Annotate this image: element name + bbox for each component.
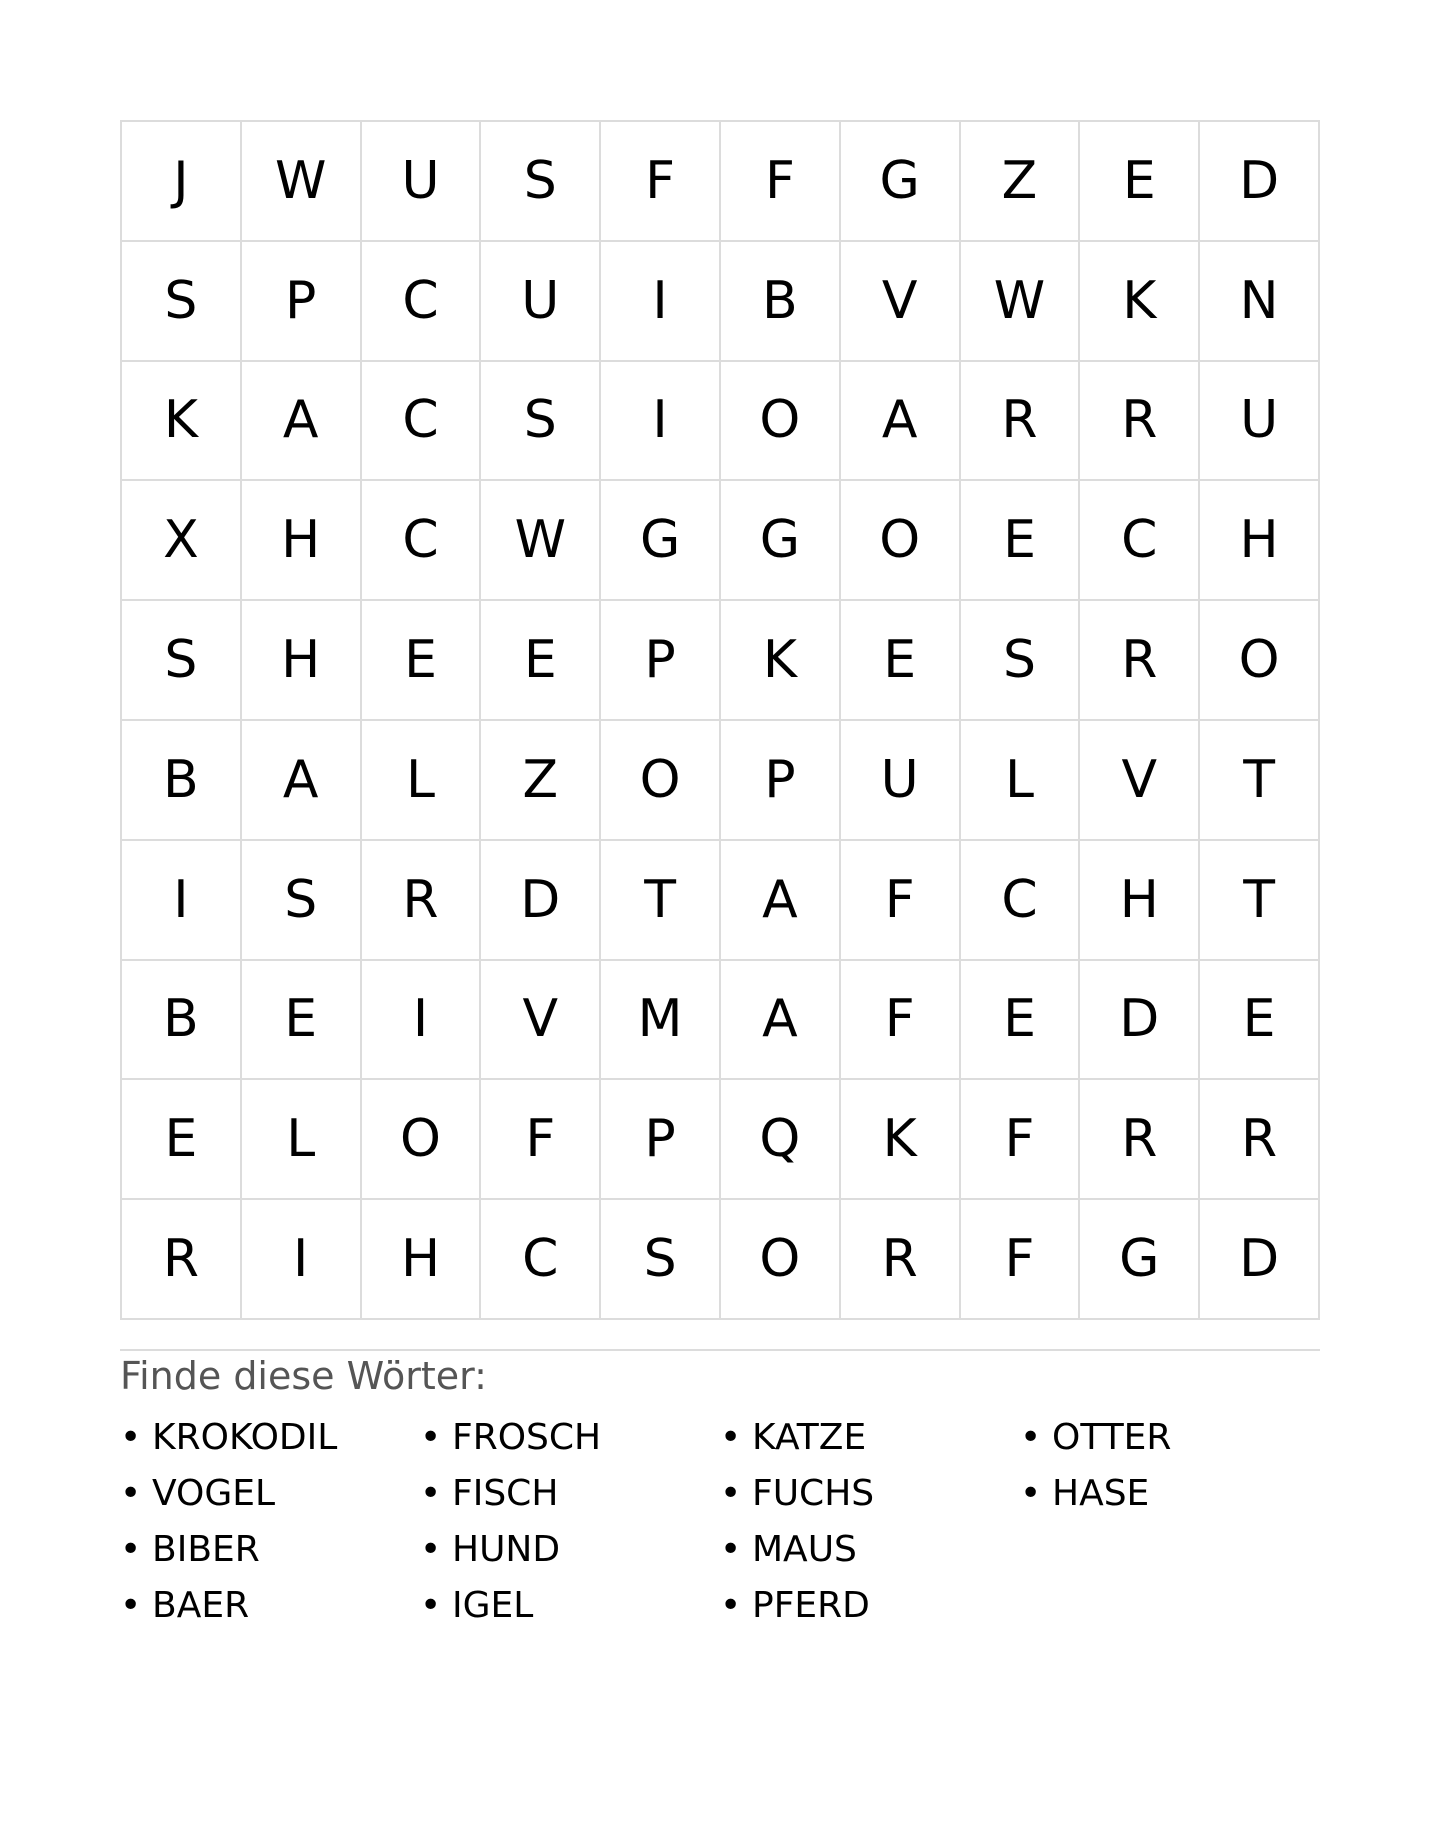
grid-cell[interactable]: C xyxy=(961,841,1081,961)
grid-cell[interactable]: E xyxy=(841,601,961,721)
bullet-icon: • xyxy=(420,1585,442,1626)
grid-cell[interactable]: E xyxy=(481,601,601,721)
grid-cell[interactable]: E xyxy=(362,601,482,721)
word-label: KROKODIL xyxy=(152,1417,338,1458)
grid-cell[interactable]: O xyxy=(601,721,721,841)
word-list-item xyxy=(120,1578,420,1634)
grid-cell[interactable]: A xyxy=(721,841,841,961)
grid-cell[interactable]: D xyxy=(1200,1200,1320,1320)
grid-cell[interactable]: F xyxy=(601,122,721,242)
bullet-icon: • xyxy=(720,1529,742,1570)
grid-cell[interactable]: K xyxy=(1080,242,1200,362)
grid-cell[interactable]: R xyxy=(1080,1080,1200,1200)
word-label: MAUS xyxy=(752,1529,857,1570)
grid-cell[interactable]: C xyxy=(362,242,482,362)
grid-cell[interactable]: G xyxy=(841,122,961,242)
grid-cell[interactable]: K xyxy=(841,1080,961,1200)
grid-cell[interactable]: S xyxy=(122,601,242,721)
grid-cell[interactable]: W xyxy=(481,481,601,601)
bullet-icon: • xyxy=(120,1473,142,1514)
word-label: VOGEL xyxy=(152,1473,276,1514)
grid-cell[interactable]: W xyxy=(961,242,1081,362)
grid-cell[interactable]: Z xyxy=(481,721,601,841)
grid-cell[interactable]: A xyxy=(242,362,362,482)
grid-cell[interactable]: T xyxy=(1200,721,1320,841)
grid-cell[interactable]: Q xyxy=(721,1080,841,1200)
grid-cell[interactable]: I xyxy=(242,1200,362,1320)
grid-cell[interactable]: K xyxy=(122,362,242,482)
word-list xyxy=(120,1410,1320,1634)
grid-cell[interactable]: H xyxy=(242,481,362,601)
grid-cell[interactable]: P xyxy=(721,721,841,841)
grid-cell[interactable]: L xyxy=(362,721,482,841)
grid-cell[interactable]: S xyxy=(601,1200,721,1320)
grid-cell[interactable]: C xyxy=(1080,481,1200,601)
grid-cell[interactable]: H xyxy=(362,1200,482,1320)
grid-cell[interactable]: F xyxy=(721,122,841,242)
grid-cell[interactable]: F xyxy=(481,1080,601,1200)
grid-cell[interactable]: R xyxy=(1080,362,1200,482)
grid-cell[interactable]: V xyxy=(1080,721,1200,841)
grid-cell[interactable]: H xyxy=(1200,481,1320,601)
grid-cell[interactable]: S xyxy=(481,122,601,242)
word-list-item xyxy=(1020,1410,1320,1466)
grid-cell[interactable]: D xyxy=(481,841,601,961)
grid-cell[interactable]: F xyxy=(841,841,961,961)
grid-cell[interactable]: P xyxy=(601,1080,721,1200)
divider xyxy=(120,1349,1320,1351)
grid-cell[interactable]: O xyxy=(1200,601,1320,721)
grid-cell[interactable]: E xyxy=(1200,961,1320,1081)
word-label: PFERD xyxy=(752,1585,870,1626)
word-list-item xyxy=(720,1578,1020,1634)
word-label: BAER xyxy=(152,1585,250,1626)
bullet-icon: • xyxy=(420,1473,442,1514)
grid-cell[interactable]: C xyxy=(362,362,482,482)
grid-cell[interactable]: P xyxy=(601,601,721,721)
bullet-icon: • xyxy=(420,1417,442,1458)
grid-cell[interactable]: A xyxy=(841,362,961,482)
word-list-item xyxy=(420,1578,720,1634)
grid-cell[interactable]: C xyxy=(362,481,482,601)
grid-cell[interactable]: H xyxy=(1080,841,1200,961)
grid-cell[interactable]: F xyxy=(961,1080,1081,1200)
grid-cell[interactable]: U xyxy=(841,721,961,841)
grid-cell[interactable]: Z xyxy=(961,122,1081,242)
grid-cell[interactable]: B xyxy=(122,961,242,1081)
grid-cell[interactable]: R xyxy=(1080,601,1200,721)
word-label: IGEL xyxy=(452,1585,534,1626)
grid-cell[interactable]: N xyxy=(1200,242,1320,362)
grid-cell[interactable]: E xyxy=(1080,122,1200,242)
word-list-item xyxy=(720,1522,1020,1578)
grid-cell[interactable]: R xyxy=(362,841,482,961)
grid-cell[interactable]: B xyxy=(122,721,242,841)
word-label: HUND xyxy=(452,1529,561,1570)
grid-cell[interactable]: L xyxy=(961,721,1081,841)
grid-cell[interactable]: I xyxy=(362,961,482,1081)
word-list-title: Finde diese Wörter: xyxy=(120,1354,487,1398)
grid-cell[interactable]: M xyxy=(601,961,721,1081)
grid-cell[interactable]: E xyxy=(242,961,362,1081)
grid-cell[interactable]: I xyxy=(122,841,242,961)
word-label: OTTER xyxy=(1052,1417,1172,1458)
word-list-item xyxy=(120,1410,420,1466)
grid-cell[interactable]: L xyxy=(242,1080,362,1200)
grid-cell[interactable]: V xyxy=(481,961,601,1081)
bullet-icon: • xyxy=(120,1585,142,1626)
word-label: HASE xyxy=(1052,1473,1150,1514)
grid-cell[interactable]: C xyxy=(481,1200,601,1320)
bullet-icon: • xyxy=(120,1417,142,1458)
word-list-item xyxy=(120,1466,420,1522)
grid-cell[interactable]: O xyxy=(362,1080,482,1200)
grid-cell[interactable]: V xyxy=(841,242,961,362)
word-label: KATZE xyxy=(752,1417,867,1458)
grid-cell[interactable]: F xyxy=(961,1200,1081,1320)
grid-cell[interactable]: W xyxy=(242,122,362,242)
grid-cell[interactable]: O xyxy=(841,481,961,601)
grid-cell[interactable]: U xyxy=(481,242,601,362)
grid-cell[interactable]: T xyxy=(1200,841,1320,961)
bullet-icon: • xyxy=(1020,1417,1042,1458)
grid-cell[interactable]: R xyxy=(122,1200,242,1320)
grid-cell[interactable]: S xyxy=(242,841,362,961)
word-list-item xyxy=(720,1410,1020,1466)
grid-cell[interactable]: U xyxy=(1200,362,1320,482)
bullet-icon: • xyxy=(420,1529,442,1570)
grid-cell[interactable]: B xyxy=(721,242,841,362)
grid-cell[interactable]: E xyxy=(961,961,1081,1081)
word-list-item xyxy=(120,1522,420,1578)
grid-cell[interactable]: X xyxy=(122,481,242,601)
grid-cell[interactable]: A xyxy=(242,721,362,841)
word-label: FISCH xyxy=(452,1473,559,1514)
word-list-item xyxy=(1020,1466,1320,1522)
grid-cell[interactable]: D xyxy=(1200,122,1320,242)
bullet-icon: • xyxy=(1020,1473,1042,1514)
grid-cell[interactable]: E xyxy=(961,481,1081,601)
grid-cell[interactable]: U xyxy=(362,122,482,242)
grid-cell[interactable]: S xyxy=(961,601,1081,721)
grid-cell[interactable]: D xyxy=(1080,961,1200,1081)
grid-cell[interactable]: A xyxy=(721,961,841,1081)
grid-cell[interactable]: T xyxy=(601,841,721,961)
grid-cell[interactable]: O xyxy=(721,362,841,482)
grid-cell[interactable]: H xyxy=(242,601,362,721)
word-list-item xyxy=(720,1466,1020,1522)
grid-cell[interactable]: G xyxy=(721,481,841,601)
grid-cell[interactable]: K xyxy=(721,601,841,721)
bullet-icon: • xyxy=(720,1585,742,1626)
word-label: FROSCH xyxy=(452,1417,602,1458)
grid-cell[interactable]: I xyxy=(601,242,721,362)
grid-cell[interactable]: S xyxy=(122,242,242,362)
bullet-icon: • xyxy=(120,1529,142,1570)
grid-cell[interactable]: O xyxy=(721,1200,841,1320)
grid-cell[interactable]: R xyxy=(961,362,1081,482)
grid-cell[interactable]: P xyxy=(242,242,362,362)
word-label: FUCHS xyxy=(752,1473,875,1514)
grid-cell[interactable]: F xyxy=(841,961,961,1081)
grid-cell[interactable]: J xyxy=(122,122,242,242)
grid-cell[interactable]: I xyxy=(601,362,721,482)
word-list-item xyxy=(420,1410,720,1466)
bullet-icon: • xyxy=(720,1417,742,1458)
word-list-item xyxy=(420,1522,720,1578)
grid-cell[interactable]: S xyxy=(481,362,601,482)
word-label: BIBER xyxy=(152,1529,260,1570)
word-search-grid xyxy=(120,120,1320,1320)
grid-cell[interactable]: R xyxy=(1200,1080,1320,1200)
bullet-icon: • xyxy=(720,1473,742,1514)
word-list-item xyxy=(420,1466,720,1522)
grid-cell[interactable]: R xyxy=(841,1200,961,1320)
grid-cell[interactable]: G xyxy=(1080,1200,1200,1320)
grid-cell[interactable]: E xyxy=(122,1080,242,1200)
grid-cell[interactable]: G xyxy=(601,481,721,601)
